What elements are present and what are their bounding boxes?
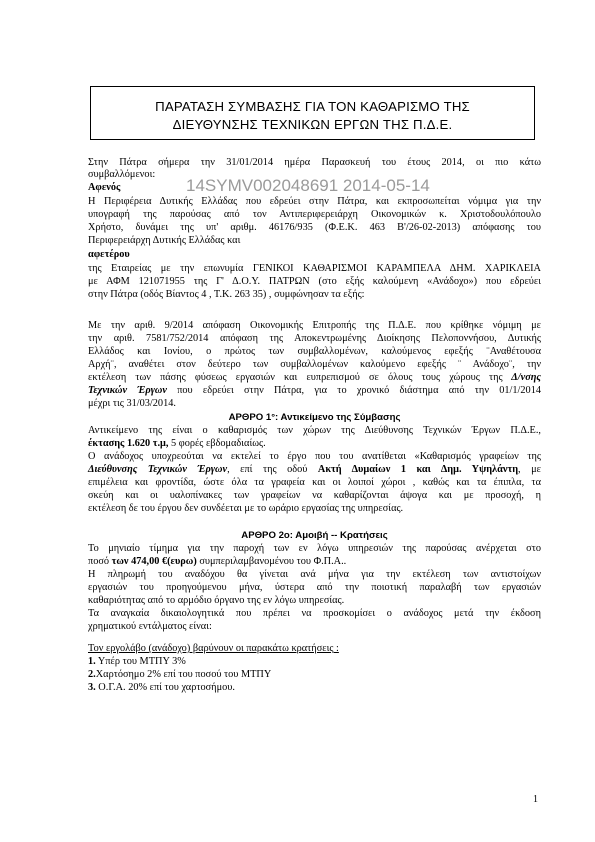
document-title-line-2: ΔΙΕΥΘΥΝΣΗΣ ΤΕΧΝΙΚΩΝ ΕΡΓΩΝ ΤΗΣ Π.Δ.Ε. xyxy=(172,117,453,132)
intro-line: Στην Πάτρα σήμερα την 31/01/2014 ημέρα Παρασκευή του έτους 2014, οι πιο κάτω xyxy=(88,157,541,168)
article-2-line: εργασιών του προηγούμενου μήνα, ύστερα από την ποιοτική παραλαβή των εργασιών xyxy=(88,582,541,593)
list-item: 3. Ο.Γ.Α. 20% επί του χαρτοσήμου. xyxy=(88,682,235,693)
article-2-line: ποσό των 474,00 €(ευρω) συμπεριλαμβανομένου του Φ.Π.Α.. xyxy=(88,556,347,567)
decision-line: Ελλάδος και Ιονίου, ο πρώτος των συμβαλλομένων, καλούμενος εφεξής ¨Αναθέτουσα xyxy=(88,346,541,357)
article-1-line: επιμέλεια και φροντίδα, ώστε όλα τα γραφεία και οι λοιποί χώροι , καθώς και τα έπιπλα, τα xyxy=(88,477,541,488)
list-item: 1. Υπέρ του ΜΤΠΥ 3% xyxy=(88,656,186,667)
intro-line: Περιφερειάρχη Δυτικής Ελλάδας και xyxy=(88,235,241,246)
document-title-line-1: ΠΑΡΑΤΑΣΗ ΣΥΜΒΑΣΗΣ ΓΙΑ ΤΟΝ ΚΑΘΑΡΙΣΜΟ ΤΗΣ xyxy=(155,99,470,114)
article-1-line: σκεύη και οι υαλοπίνακες των γραφείων να καθαρίζονται άψογα και με προσοχή, η xyxy=(88,490,541,501)
article-1-line: Ο ανάδοχος υποχρεούται να εκτελεί το έργο που του ανατίθεται «Καθαρισμός γραφείων της xyxy=(88,451,541,462)
decision-line: την αριθ. 7581/752/2014 απόφαση της Αποκεντρωμένης Διοίκησης Πελοποννήσου, Δυτικής xyxy=(88,333,541,344)
article-2-line: Το μηνιαίο τίμημα για την παροχή των εν λόγω υπηρεσιών της παρούσας ανέρχεται στο xyxy=(88,543,541,554)
decision-line: εκτέλεση των πάσης φύσεως εργασιών και ευπρεπισμού σε όλους τους χώρους της Δ/νσης xyxy=(88,372,541,383)
intro-line: συμβαλλόμενοι: xyxy=(88,169,156,180)
page-number: 1 xyxy=(533,794,538,805)
list-item: 2.Χαρτόσημο 2% επί του ποσού του ΜΤΠΥ xyxy=(88,669,272,680)
article-2-heading: ΑΡΘΡΟ 2ο: Αμοιβή -- Κρατήσεις xyxy=(241,530,388,541)
intro-line: υπογραφή της παρούσας από τον Αντιπεριφερειάρχη Οικονομικών κ. Χριστοδουλόπουλο xyxy=(88,209,541,220)
decision-line: Τεχνικών Έργων που εδρεύει στην Πάτρα, για το χρονικό διάστημα από την 01/1/2014 xyxy=(88,385,541,396)
party-heading-aferterou: αφετέρου xyxy=(88,249,130,260)
decision-line: Αρχή¨, αναθέτει στον δεύτερο των συμβαλλομένων καλούμενο εφεξής ¨ Ανάδοχο¨, την xyxy=(88,359,541,370)
article-1-line: Διεύθυνσης Τεχνικών Έργων, επί της οδού Ακτή Δυμαίων 1 και Δημ. Υψηλάντη, με xyxy=(88,464,541,475)
intro-line: με ΑΦΜ 121071955 της Γ' Δ.Ο.Υ. ΠΑΤΡΩΝ (στο εξής καλούμενη «Ανάδοχο») που εδρεύει xyxy=(88,276,541,287)
article-2-line: καθαριότητας από το αρμόδιο όργανο της εν λόγω υπηρεσίας. xyxy=(88,595,345,606)
intro-line: Χρήστο, δυνάμει της υπ' αριθμ. 46176/935 (Φ.Ε.Κ. 463 Β'/26-02-2013) απόφασης του xyxy=(88,222,541,233)
decision-line: μέχρι τις 31/03/2014. xyxy=(88,398,176,409)
title-box xyxy=(90,86,535,140)
article-1-line: εκτέλεση δε του έργου δεν συνδέεται με το ωράριο εργασίας της υπηρεσίας. xyxy=(88,503,404,514)
ada-stamp: 14SYMV002048691 2014-05-14 xyxy=(186,176,430,195)
department-name: Δ/νσης xyxy=(502,372,541,383)
intro-line: στην Πάτρα (οδός Βίαντος 4 , Τ.Κ. 263 35) , συμφώνησαν τα εξής: xyxy=(88,289,365,300)
department-name: Τεχνικών Έργων xyxy=(88,385,167,396)
article-2-line: Η πληρωμή του αναδόχου θα γίνεται ανά μήνα για την εκτέλεση των αντιστοίχων xyxy=(88,569,541,580)
article-1-line: έκτασης 1.620 τ.μ, 5 φορές εβδομαδιαίως. xyxy=(88,438,266,449)
article-1-heading: ΑΡΘΡΟ 1°: Αντικείμενο της Σύμβασης xyxy=(228,412,401,423)
deductions-heading: Τον εργολάβο (ανάδοχο) βαρύνουν οι παρακάτω κρατήσεις : xyxy=(88,643,339,654)
article-2-line: χρηματικού εντάλματος είναι: xyxy=(88,621,212,632)
party-heading-afenos: Αφενός xyxy=(88,182,121,193)
article-1-line: Αντικείμενο της είναι ο καθαρισμός των χώρων της Διεύθυνσης Τεχνικών Έργων Π.Δ.Ε., xyxy=(88,425,541,436)
intro-line: Η Περιφέρεια Δυτικής Ελλάδας που εδρεύει στην Πάτρα, και εκπροσωπείται νόμιμα για την xyxy=(88,196,541,207)
intro-line: της Εταιρείας με την επωνυμία ΓΕΝΙΚΟΙ ΚΑΘΑΡΙΣΜΟΙ ΚΑΡΑΜΠΕΛΑ ΔΗΜ. ΧΑΡΙΚΛΕΙΑ xyxy=(88,263,541,274)
decision-line: Με την αριθ. 9/2014 απόφαση Οικονομικής Επιτροπής της Π.Δ.Ε. που κρίθηκε νόμιμη με xyxy=(88,320,541,331)
article-2-line: Τα αναγκαία δικαιολογητικά που πρέπει να προσκομίσει ο ανάδοχος μετά την έκδοση xyxy=(88,608,541,619)
